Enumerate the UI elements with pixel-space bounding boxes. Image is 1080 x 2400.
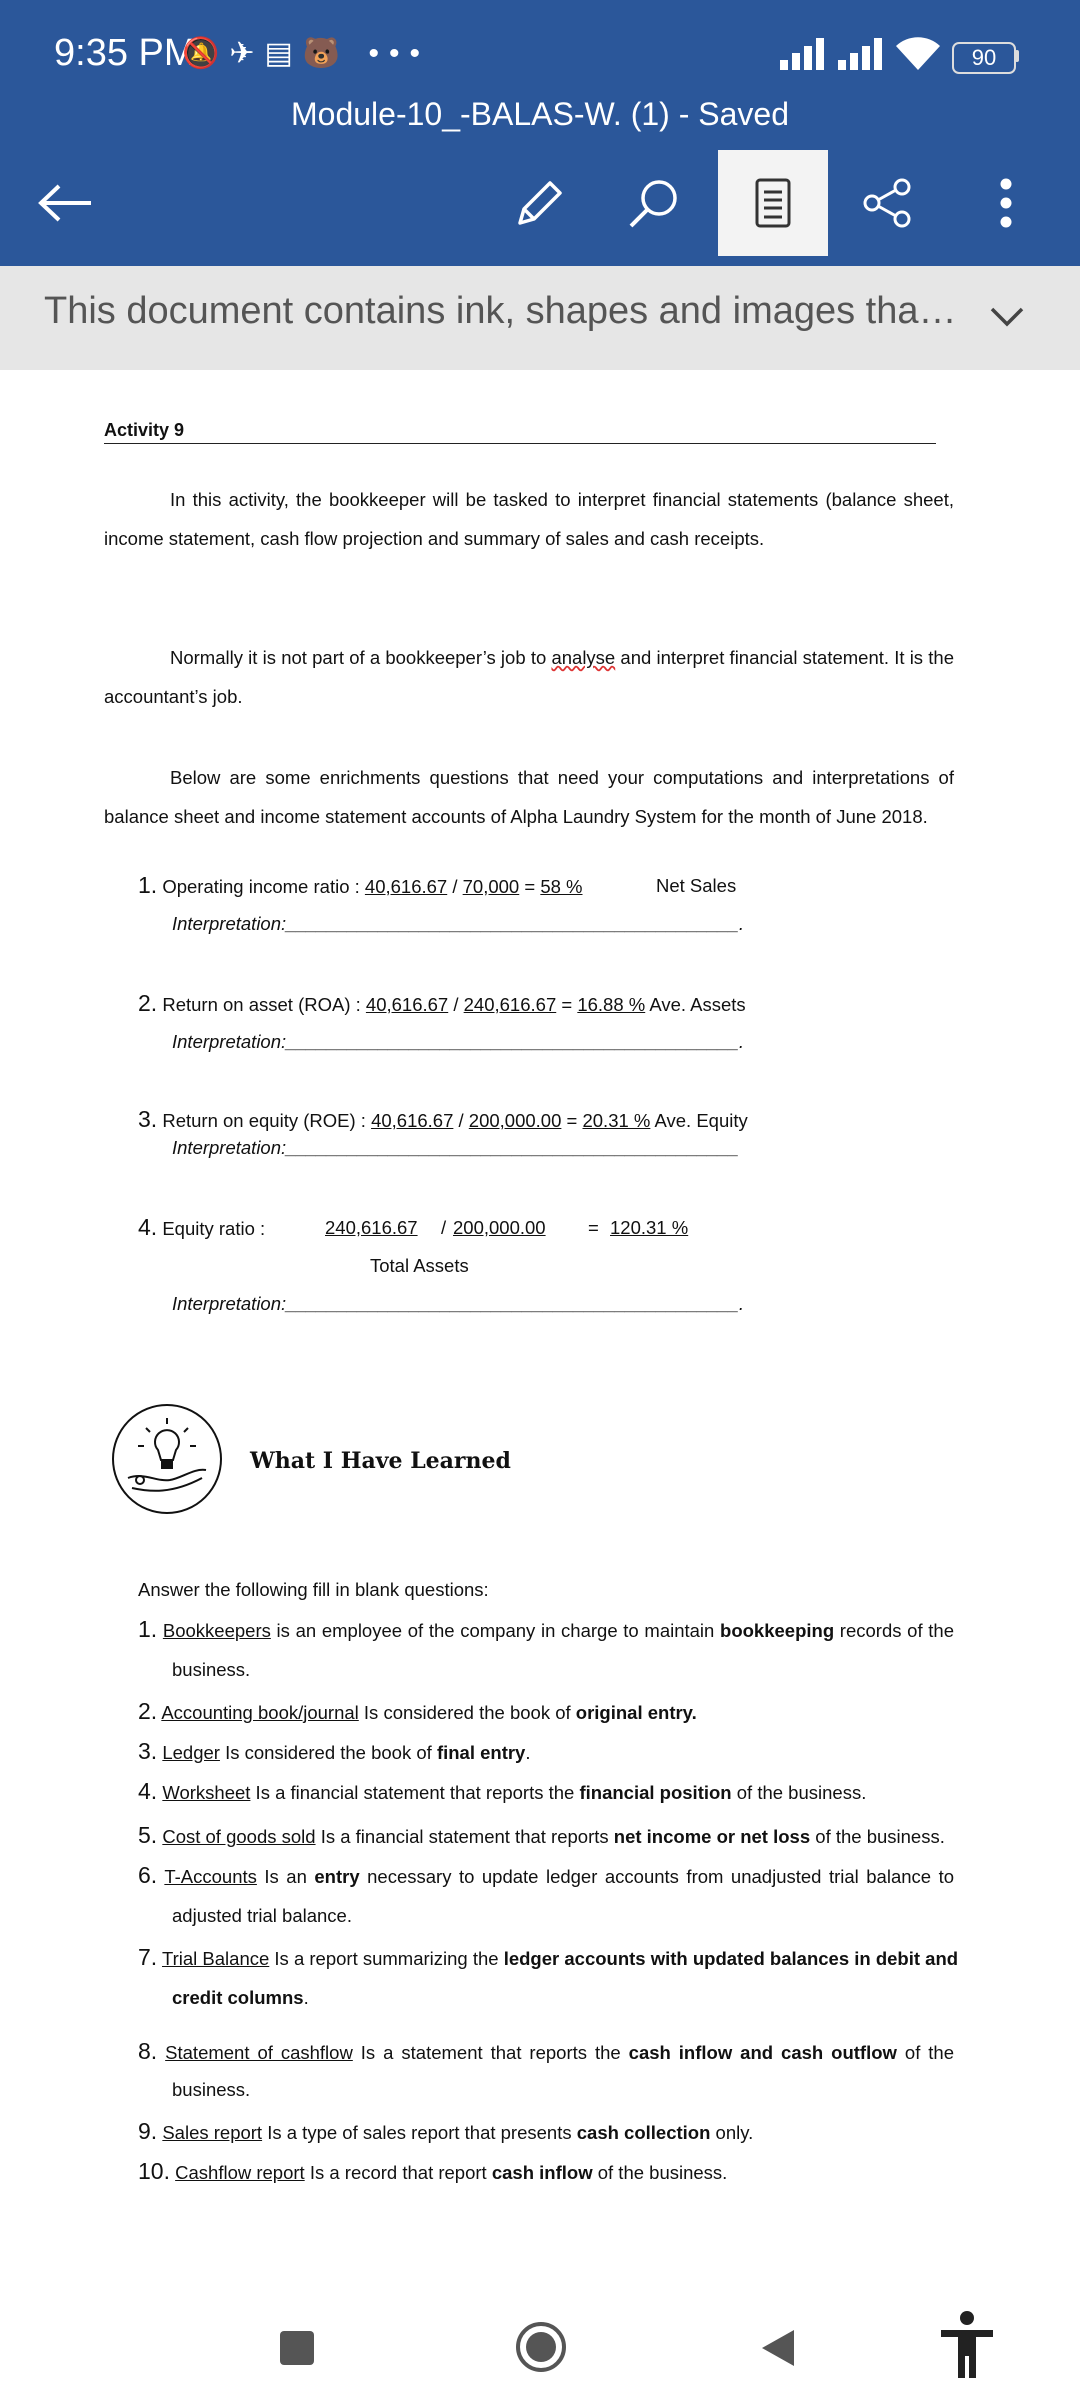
statement-text: of the business. bbox=[592, 2162, 728, 2183]
q2-tail: Ave. Assets bbox=[645, 994, 746, 1015]
result: 58 % bbox=[540, 876, 583, 897]
home-circle-icon[interactable] bbox=[514, 2320, 568, 2374]
answer-text: Trial Balance bbox=[162, 1948, 270, 1969]
key-term: net income or net loss bbox=[613, 1826, 811, 1847]
fill-item-continuation bbox=[172, 2070, 250, 2109]
denominator: 70,000 bbox=[462, 876, 520, 897]
paragraph-1-line-2: income statement, cash flow projection and summary of sales and cash receipts. bbox=[104, 528, 765, 549]
answer-text: Accounting book/journal bbox=[161, 1702, 359, 1723]
interpretation-2: Interpretation:____________________________________________. bbox=[172, 1031, 745, 1052]
q1-tail: Net Sales bbox=[656, 875, 737, 896]
status-bar bbox=[0, 0, 1080, 110]
learned-title: What I Have Learned bbox=[250, 1448, 511, 1474]
list-number: 7. bbox=[138, 1944, 158, 1970]
fill-item-continuation bbox=[172, 1896, 352, 1935]
question-1 bbox=[138, 866, 583, 906]
numerator: 40,616.67 bbox=[371, 1110, 454, 1131]
battery-icon: 90 bbox=[952, 42, 1016, 74]
q3-tail: Ave. Equity bbox=[650, 1110, 748, 1131]
statement-text: Is a financial statement that reports bbox=[315, 1826, 614, 1847]
key-term: cash inflow bbox=[491, 2162, 593, 2183]
back-button[interactable] bbox=[20, 150, 110, 256]
reading-view-icon bbox=[755, 178, 791, 228]
share-icon bbox=[862, 177, 914, 229]
chevron-down-icon[interactable] bbox=[990, 306, 1024, 328]
list-number: 8. bbox=[138, 2038, 158, 2064]
statement-text: Is a report summarizing the bbox=[269, 1948, 504, 1969]
banner-text: This document contains ink, shapes and images tha… bbox=[44, 290, 957, 332]
list-number: 1. bbox=[138, 872, 158, 898]
key-term: entry bbox=[314, 1866, 360, 1887]
text-span: and interpret financial statement. It is the bbox=[615, 647, 954, 668]
list-number: 4. bbox=[138, 1214, 158, 1240]
statement-text: is an employee of the company in charge to maintain bbox=[270, 1620, 721, 1641]
q4-under-label: Total Assets bbox=[370, 1255, 469, 1276]
answer-text: T-Accounts bbox=[164, 1866, 257, 1887]
interp-line[interactable]: ____________________________________________ bbox=[286, 1293, 739, 1314]
separator: / bbox=[447, 876, 463, 897]
statement-text: only. bbox=[710, 2122, 754, 2143]
result: 16.88 % bbox=[577, 994, 646, 1015]
equals: = bbox=[519, 876, 541, 897]
interp-label: Interpretation: bbox=[172, 913, 287, 934]
interpretation-4: Interpretation:____________________________________________. bbox=[172, 1293, 745, 1314]
interp-label: Interpretation: bbox=[172, 1137, 287, 1158]
fill-item bbox=[138, 1732, 531, 1772]
interp-line[interactable]: ____________________________________________ bbox=[286, 1031, 739, 1052]
paragraph-2-line-2: accountant’s job. bbox=[104, 686, 243, 707]
list-number: 10. bbox=[138, 2158, 170, 2184]
separator: / bbox=[453, 1110, 469, 1131]
fill-item bbox=[138, 2032, 954, 2072]
arrow-left-icon bbox=[37, 183, 93, 223]
statement-text: of the business. bbox=[731, 1782, 867, 1803]
question-2 bbox=[138, 984, 746, 1024]
list-number: 9. bbox=[138, 2118, 158, 2144]
fill-item-continuation bbox=[172, 1978, 309, 2017]
q4-numerator: 240,616.67 bbox=[325, 1217, 418, 1238]
edit-button[interactable] bbox=[500, 150, 580, 256]
interp-line[interactable]: ____________________________________________ bbox=[286, 1137, 739, 1158]
answer-text: Cost of goods sold bbox=[162, 1826, 316, 1847]
fill-item bbox=[138, 1816, 945, 1856]
interp-label: Interpretation: bbox=[172, 1031, 287, 1052]
statement-text: records of the bbox=[834, 1620, 954, 1641]
result: 20.31 % bbox=[582, 1110, 651, 1131]
fill-item bbox=[138, 1692, 697, 1732]
answer-text: Worksheet bbox=[162, 1782, 251, 1803]
key-term: bookkeeping bbox=[720, 1620, 835, 1641]
key-term: cash collection bbox=[576, 2122, 711, 2143]
reading-view-button[interactable] bbox=[718, 150, 828, 256]
statement-text: Is a record that report bbox=[304, 2162, 492, 2183]
statement-text: Is considered the book of bbox=[219, 1742, 437, 1763]
answer-text: Ledger bbox=[162, 1742, 220, 1763]
pencil-icon bbox=[514, 177, 566, 229]
interpretation-3 bbox=[172, 1128, 739, 1167]
signal-icon bbox=[838, 38, 886, 70]
fill-item bbox=[138, 1772, 866, 1812]
app-bar bbox=[0, 0, 1080, 266]
search-button[interactable] bbox=[614, 150, 694, 256]
statement-text: Is a financial statement that reports the bbox=[250, 1782, 580, 1803]
equals: = bbox=[556, 994, 578, 1015]
key-term: credit columns bbox=[172, 1987, 304, 2008]
list-number: 2. bbox=[138, 1698, 158, 1724]
spelling-error-word[interactable]: analyse bbox=[551, 647, 616, 668]
statement-text: business. bbox=[172, 2079, 251, 2100]
lightbulb-hand-icon bbox=[110, 1402, 224, 1516]
numerator: 40,616.67 bbox=[364, 876, 448, 897]
notification-icons: 🔕✈▤🐻 ••• bbox=[182, 37, 431, 70]
equals: = bbox=[561, 1110, 583, 1131]
answer-intro: Answer the following fill in blank questions: bbox=[138, 1579, 489, 1600]
signal-icon bbox=[780, 38, 828, 70]
statement-text: of the bbox=[896, 2042, 955, 2063]
recents-square-icon[interactable] bbox=[280, 2331, 314, 2365]
denominator: 200,000.00 bbox=[468, 1110, 562, 1131]
numerator: 40,616.67 bbox=[365, 994, 449, 1015]
statement-text: Is a statement that reports the bbox=[352, 2042, 629, 2063]
statement-text: Is an bbox=[256, 1866, 315, 1887]
more-vertical-icon bbox=[999, 178, 1013, 228]
statement-text: Is a type of sales report that presents bbox=[262, 2122, 577, 2143]
answer-text: Cashflow report bbox=[175, 2162, 305, 2183]
more-options-button[interactable] bbox=[976, 150, 1036, 256]
statement-text: Is considered the book of bbox=[358, 1702, 576, 1723]
document-page bbox=[0, 370, 1080, 2280]
fill-item bbox=[138, 2152, 727, 2192]
statement-text: of the business. bbox=[810, 1826, 945, 1847]
list-number: 6. bbox=[138, 1862, 158, 1888]
heading-rule bbox=[104, 443, 936, 444]
fill-item bbox=[138, 1610, 954, 1650]
ratio-label: Return on equity (ROE) : bbox=[162, 1110, 372, 1131]
battery-tip bbox=[1015, 50, 1019, 62]
q4-separator: / bbox=[441, 1217, 447, 1238]
q4-denominator: 200,000.00 bbox=[453, 1217, 546, 1238]
statement-text: . bbox=[525, 1742, 531, 1763]
list-number: 3. bbox=[138, 1738, 158, 1764]
separator: / bbox=[448, 994, 464, 1015]
paragraph-3-line-2: balance sheet and income statement accounts of Alpha Laundry System for the month of June 2018. bbox=[104, 806, 928, 827]
key-term: original entry. bbox=[575, 1702, 697, 1723]
fill-item bbox=[138, 2112, 753, 2152]
q4-result: 120.31 % bbox=[610, 1217, 689, 1238]
status-time: 9:35 PM bbox=[54, 32, 196, 74]
key-term: cash inflow and cash outflow bbox=[628, 2042, 897, 2063]
paragraph-1-line-1: In this activity, the bookkeeper will be tasked to interpret financial statements (balance sheet, bbox=[170, 489, 954, 510]
statement-text: adjusted trial balance. bbox=[172, 1905, 352, 1926]
list-number: 4. bbox=[138, 1778, 158, 1804]
question-4 bbox=[138, 1208, 265, 1248]
text-span: Normally it is not part of a bookkeeper’s job to bbox=[170, 647, 552, 668]
interp-line[interactable]: ____________________________________________ bbox=[286, 913, 739, 934]
fill-item bbox=[138, 1938, 959, 1978]
statement-text: . bbox=[303, 1987, 309, 2008]
answer-text: Statement of cashflow bbox=[165, 2042, 353, 2063]
key-term: final entry bbox=[436, 1742, 526, 1763]
activity-heading: Activity 9 bbox=[104, 420, 185, 440]
paragraph-2-line-1 bbox=[104, 638, 954, 677]
statement-text: necessary to update ledger accounts from unadjusted trial balance to bbox=[359, 1866, 954, 1887]
share-button[interactable] bbox=[846, 150, 930, 256]
ratio-label: Operating income ratio : bbox=[162, 876, 365, 897]
search-icon bbox=[627, 176, 681, 230]
denominator: 240,616.67 bbox=[463, 994, 557, 1015]
ratio-label: Return on asset (ROA) : bbox=[162, 994, 366, 1015]
statement-text: business. bbox=[172, 1659, 251, 1680]
info-banner[interactable] bbox=[0, 266, 1080, 370]
answer-text: Bookkeepers bbox=[162, 1620, 271, 1641]
q4-equals: = bbox=[588, 1217, 599, 1238]
list-number: 3. bbox=[138, 1106, 158, 1132]
interpretation-1: Interpretation:____________________________________________. bbox=[172, 913, 745, 934]
document-title[interactable]: Module-10_-BALAS-W. (1) - Saved bbox=[291, 96, 789, 132]
list-number: 1. bbox=[138, 1616, 158, 1642]
interp-label: Interpretation: bbox=[172, 1293, 287, 1314]
navigation-bar bbox=[0, 2280, 1080, 2400]
key-term: financial position bbox=[579, 1782, 732, 1803]
fill-item bbox=[138, 1856, 954, 1896]
back-triangle-icon[interactable] bbox=[760, 2328, 796, 2368]
ratio-label: Equity ratio : bbox=[162, 1218, 266, 1239]
list-number: 2. bbox=[138, 990, 158, 1016]
accessibility-icon[interactable] bbox=[938, 2310, 996, 2380]
paragraph-3-line-1: Below are some enrichments questions that need your computations and interpretations of bbox=[170, 767, 954, 788]
key-term: ledger accounts with updated balances in debit and bbox=[503, 1948, 959, 1969]
list-number: 5. bbox=[138, 1822, 158, 1848]
answer-text: Sales report bbox=[162, 2122, 263, 2143]
fill-item-continuation bbox=[172, 1650, 250, 1689]
wifi-icon bbox=[896, 36, 940, 72]
